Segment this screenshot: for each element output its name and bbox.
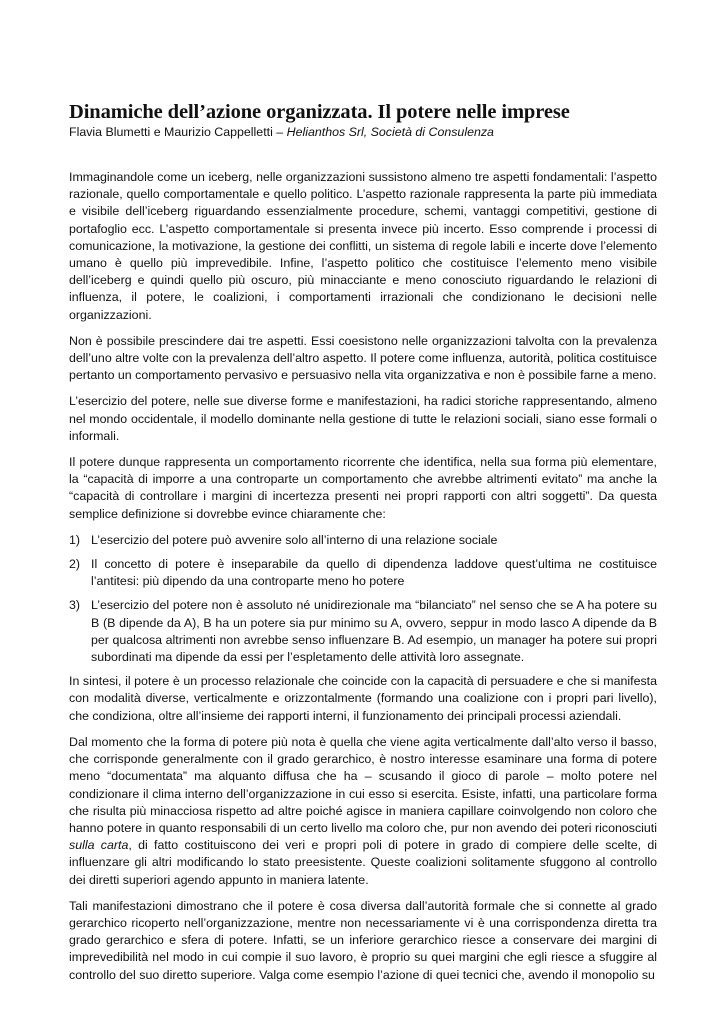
numbered-list (69, 532, 657, 666)
byline-separator: – (272, 125, 287, 139)
list-item (69, 556, 657, 590)
paragraph-6 (69, 734, 657, 889)
list-item-text: L’esercizio del potere non è assoluto né unidirezionale ma “bilanciato” nel senso che se A ha potere su B (B dipende da A), B ha un potere sia pur minimo su A, ovvero, seppur in modo lasco A dipende da B per qualcosa altrimenti non avrebbe senso influenzare B. Ad esempio, un manager ha potere sui propri subordinati ma dipende da essi per l’espletamento delle attività loro assegnate. (91, 598, 657, 665)
paragraph-6-emphasis: sulla carta (69, 838, 129, 853)
document-title: Dinamiche dell’azione organizzata. Il potere nelle imprese (69, 101, 570, 123)
list-item-number: 2) (69, 557, 81, 572)
paragraph-4: Il potere dunque rappresenta un comportamento ricorrente che identifica, nella sua forma più elementare, la “capacità di imporre a una controparte un comportamento che avrebbe altrimenti evitato” ma anche la “capacità di controllare i margini di incertezza presenti nei propri rapporti con altri soggetti”. Da questa semplice definizione si dovrebbe evince chiaramente che: (69, 455, 657, 521)
paragraph-7: Tali manifestazioni dimostrano che il potere è cosa diversa dall’autorità formale che si connette al grado gerarchico ricoperto nell’organizzazione, mentre non necessariamente vi è una corrispondenza diretta tra grado gerarchico e sfera di potere. Infatti, se un inferiore gerarchico riesce a conservare dei margini di imprevedibilità nel modo in cui compie il suo lavoro, è proprio su quei margini che egli riesce a sfuggire al controllo del suo diretto superiore. Valga come esempio l’azione di quei tecnici che, avendo il monopolio su (69, 898, 657, 982)
paragraph-1: Immaginandole come un iceberg, nelle organizzazioni sussistono almeno tre aspetti fondamentali: l’aspetto razionale, quello comportamentale e quello politico. L’aspetto razionale rappresenta la parte più immediata e visibile dell’iceberg riguardando essenzialmente procedure, schemi, vantaggi competitivi, gestione di portafoglio ecc. L’aspetto comportamentale si presenta invece più incerto. Esso comprende i processi di comunicazione, la motivazione, la gestione dei conflitti, un sistema di regole labili e incerte dove l’elemento umano è quello più imprevedibile. Infine, l’aspetto politico che costituisce l’elemento meno visibile dell’iceberg e quindi quello più oscuro, più minacciante e meno conosciuto riguardando le relazioni di influenza, il potere, le coalizioni, i comportamenti irrazionali che condizionano le decisioni nelle organizzazioni. (69, 170, 657, 322)
list-item (69, 597, 657, 666)
list-item-text: Il concetto di potere è inseparabile da quello di dipendenza laddove quest’ultima ne costituisce l’antitesi: più dipendo da una controparte meno ho potere (91, 557, 657, 589)
list-item-number: 1) (69, 532, 81, 547)
paragraph-3: L’esercizio del potere, nelle sue diverse forme e manifestazioni, ha radici storiche rappresentando, almeno nel mondo occidentale, il modello dominante nella gestione di tutte le relazioni sociali, siano esse formali o informali. (69, 394, 657, 443)
document-page (69, 100, 657, 993)
paragraph-6-text-start: Dal momento che la forma di potere più nota è quella che viene agita verticalmente dall’alto verso il basso, che corrisponde generalmente con il grado gerarchico, è nostro interesse esaminare una forma di potere meno “documentata” ma alquanto diffusa che ha – scusando il gioco di parole – molto potere nel condizionare il clima interno dell’organizzazione in cui esso si esercita. Esiste, infatti, una particolare forma che risulta più minacciosa rispetto ad altre poiché agisce in maniera capillare coinvolgendo non coloro che hanno potere in quanto responsabili di un certo livello ma coloro che, pur non avendo dei poteri riconosciuti (69, 734, 657, 835)
paragraph-2: Non è possibile prescindere dai tre aspetti. Essi coesistono nelle organizzazioni talvolta con la prevalenza dell’uno altre volte con la prevalenza dell’altro aspetto. Il potere come influenza, autorità, politica costituisce pertanto un comportamento pervasivo e persuasivo nella vita organizzativa e non è possibile farne a meno. (69, 333, 657, 383)
paragraph-6-text-end: , di fatto costituiscono dei veri e propri poli di potere in grado di compiere delle scelte, di influenzare gli altri modificando lo stato preesistente. Queste coalizioni solitamente sfuggono al controllo dei diretti superiori agendo appunto in maniera latente. (69, 838, 657, 887)
list-item-number: 3) (69, 598, 81, 613)
list-item (69, 532, 657, 549)
paragraph-5: In sintesi, il potere è un processo relazionale che coincide con la capacità di persuadere e che si manifesta con modalità diverse, verticalmente e orizzontalmente (formando una coalizione con i propri pari livello), che condiziona, oltre all’insieme dei rapporti interni, il funzionamento dei principali processi aziendali. (69, 674, 657, 723)
document-byline (69, 124, 657, 141)
authors: Flavia Blumetti e Maurizio Cappelletti (69, 125, 273, 139)
list-item-text: L’esercizio del potere può avvenire solo all’interno di una relazione sociale (91, 532, 498, 547)
affiliation: Helianthos Srl, Società di Consulenza (286, 125, 494, 139)
